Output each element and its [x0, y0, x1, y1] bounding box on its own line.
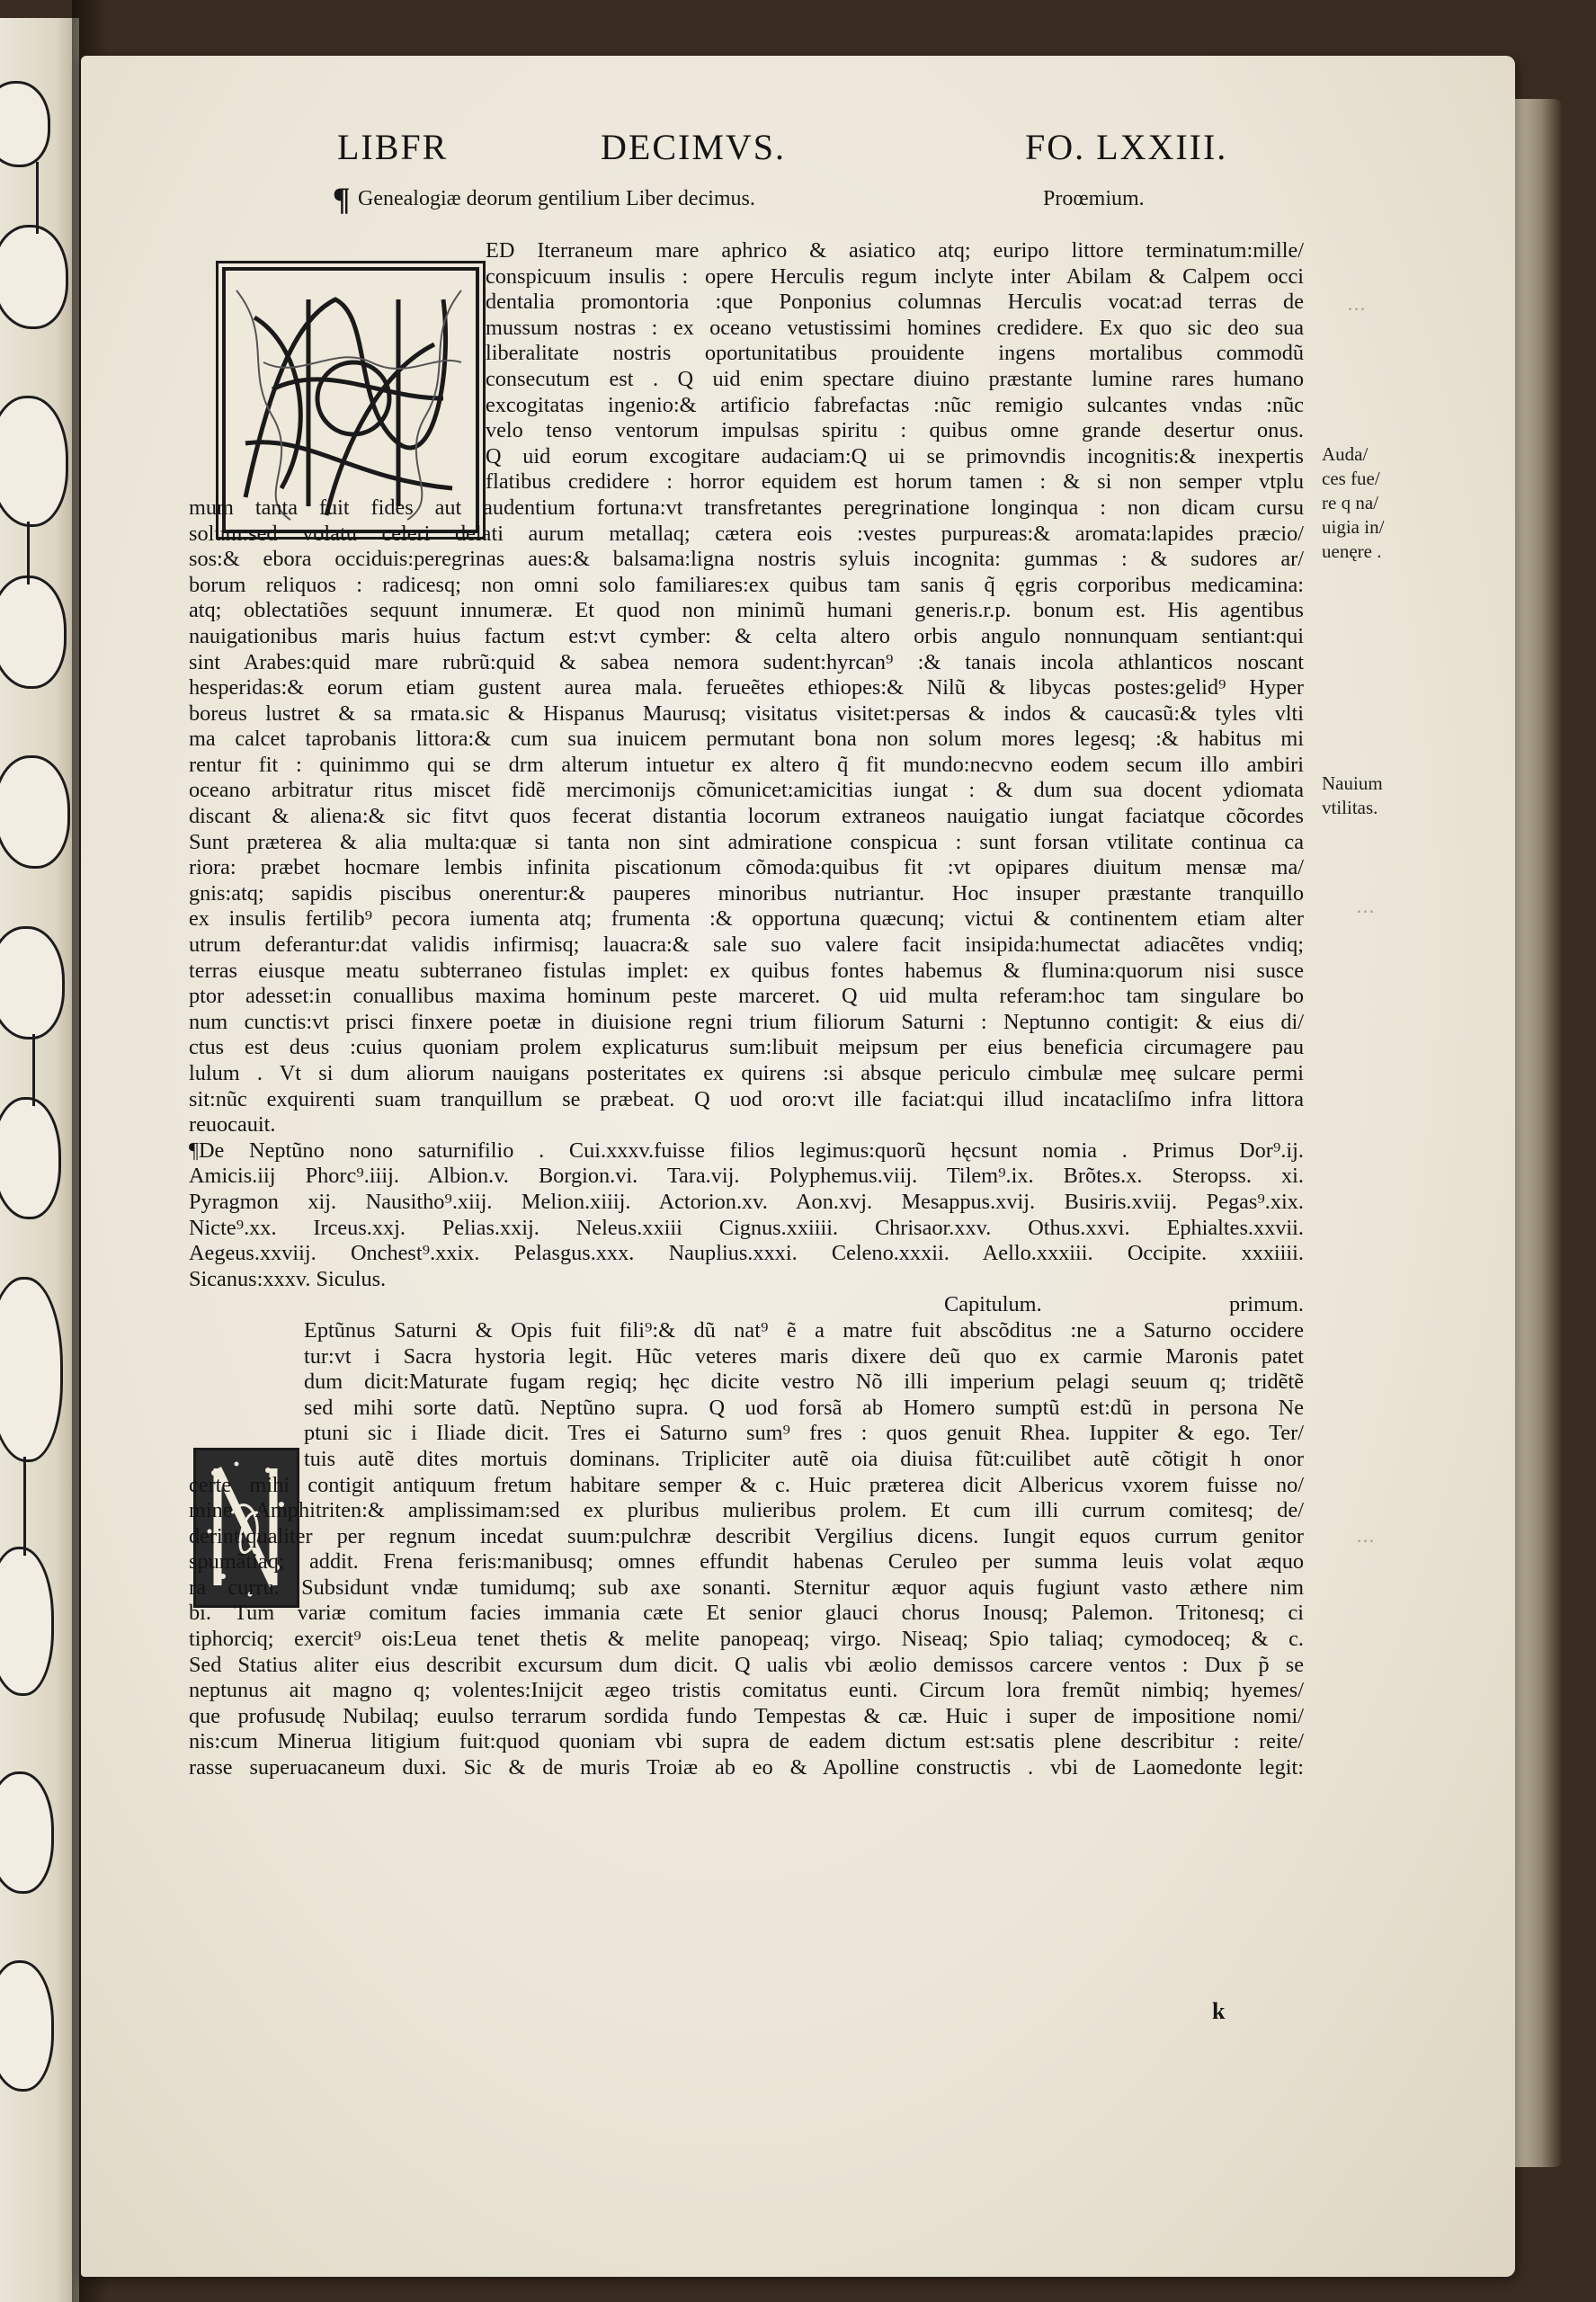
text-line: num cunctis:vt prisci finxere poetæ in diuisione regni trium filiorum Saturni : Neptunno contigit: & eius di/: [189, 1009, 1304, 1034]
text-line: atq; oblectatiões sequunt innumeræ. Et quod non minimũ humani generis.r.p. bonum est. His agentibus: [189, 598, 1304, 623]
text-line: oceano arbitratur ritus miscet fidẽ mercimonijs cõmunicet:amicitias iungat : & dum sua docent ydiomata: [189, 778, 1304, 803]
text-line: ex insulis fertilib⁹ pecora iumenta atq; frumenta :& opportuna quæcunq; victui & continentem etiam alter: [189, 906, 1304, 932]
section-label: Proœmium.: [1043, 187, 1145, 210]
margin-note-line: uigia in/: [1322, 516, 1385, 538]
text-line: velo tenso ventorum impulsas spiritu : quibus omne grande desertur onus.: [486, 418, 1304, 443]
text-line: neptunus ait magno q; volentes:Inijcit ægeo tristis comitatus eunti. Circum lora fremũt nimbiq; hyemes/: [189, 1678, 1304, 1703]
text-line: borum reliquos : radicesq; non omni solo familiares:ex quibus tam sanis q̃ ęgris corporibus medicamina:: [189, 572, 1304, 597]
text-line: certe mihi contigit antiquum fretum habitare semper & c. Huic præterea dicit Albericus vxorem fuisse no/: [189, 1472, 1304, 1497]
margin-note-line: Auda/: [1322, 443, 1369, 465]
faint-bleedthrough-note: ⋯: [1347, 298, 1366, 319]
running-head: [0, 0, 1596, 217]
text-line: Eptũnus Saturni & Opis fuit fili⁹:& dũ nat⁹ ẽ a matre fuit abscõditus :ne a Saturno occidere: [304, 1317, 1304, 1343]
margin-note-line: Nauium: [1322, 772, 1383, 794]
margin-note-line: ces fue/: [1322, 468, 1380, 489]
diagram-connector: [27, 522, 30, 584]
text-line: dum dicit:Maturate fugam regiq; hęc dicite vestro Nõ illi imperium pelagi seuum q; tridẽtẽ: [304, 1370, 1304, 1395]
text-line: mine Amphitriten:& amplissimam:sed ex pluribus mulieribus prolem. Et cum illi currum comitesq; de/: [189, 1498, 1304, 1523]
text-line: reuocauit.: [189, 1112, 276, 1138]
text-line: ¶De Neptũno nono saturnifilio . Cui.xxxv.fuisse filios legimus:quorũ hęcsunt nomia . Primus Dor⁹.ij.: [189, 1138, 1304, 1163]
text-line: bi. Tum variæ comitum facies immania cæte Et senior glauci chorus Inousq; Palemon. Tritonesq; ci: [189, 1601, 1304, 1626]
left-facing-page-edge: [0, 18, 79, 2302]
body-text: [189, 238, 1304, 1781]
chapter-summary: [189, 1138, 1304, 1293]
text-line: que profusudę Nubilaq; euulso terrarum sordida fundo Tempestas & cæ. Huic i super de impositione nomi/: [189, 1703, 1304, 1728]
diagram-node: [0, 576, 67, 689]
text-line: Sicanus:xxxv. Siculus.: [189, 1266, 387, 1291]
text-line: mum tanta fuit fides aut audentium fortuna:vt transfretantes peregrinatione longinqua : non dicam cursu: [189, 495, 1304, 520]
running-head-left: LIBFR: [337, 127, 449, 167]
text-line: riora: præbet hocmare lembis infinita piscationum cõmoda:quibus fit :vt opipares diuitum mensæ ma/: [189, 855, 1304, 880]
diagram-node: [0, 1097, 61, 1219]
text-line: rentur fit : quinimmo qui se drm alterum intuetur ex altero q̃ fit mundo:necvno eodem secum illo ambiri: [189, 752, 1304, 777]
margin-note-line: re q na/: [1322, 492, 1378, 513]
text-line: spumãtiaq; addit. Frena feris:manibusq; omnes effundit habenas Ceruleo per summa leuis volat æquo: [189, 1549, 1304, 1575]
text-line: lulum . Vt si dum aliorum nauigans posteritates ex quirens :si absque periculo cimbulæ meę sulcare permi: [189, 1061, 1304, 1085]
text-line: flatibus credidere : horror equidem est horum tamen : & si non semper vtplu: [486, 469, 1304, 495]
text-line: sos:& ebora occiduis:peregrinas aues:& balsama:ligna nostris syluis incognita: gummas : & sudores ar/: [189, 547, 1304, 572]
text-line: boreus lustret & sa rmata.sic & Hispanus Maurusq; visitatus visitet:persas & indos & caucasũ:& tyles vlti: [189, 700, 1304, 726]
diagram-node: [0, 1277, 63, 1462]
chapter-label-line: [944, 1292, 1304, 1318]
text-line: discant & aliena:& sic fitvt quos fecerat distantia locorum extraneos nauigatio iungat faciatque cõcordes: [189, 804, 1304, 829]
text-line: ptuni sic i Iliade dicit. Tres ei Saturno sum⁹ fres : quos genuit Rhea. Iuppiter & ego. Ter/: [304, 1421, 1304, 1446]
text-line: nis:cum Minerua litigium fuit:quod quoniam vbi supra de eadem dictum est:satis plene describitur : reite/: [189, 1729, 1304, 1754]
text-line: ra curru. Subsidunt vndæ tumidumq; sub axe sonanti. Sternitur æquor aquis fugiunt vasto æthere nim: [189, 1575, 1304, 1600]
margin-note-line: uenęre .: [1322, 540, 1382, 562]
diagram-node: [0, 755, 70, 869]
text-line: ptor adesset:in conuallibus maxima hominum peste marceret. Q uid multa referam:hoc tam singulare bo: [189, 984, 1304, 1009]
diagram-node: [0, 225, 68, 329]
faint-bleedthrough-note: ⋯: [1356, 1530, 1375, 1551]
diagram-connector: [32, 1034, 35, 1106]
text-line: nauigationibus maris huius factum est:vt cymber: & celta altero orbis angulo nonnunquam sentiant:qui: [189, 623, 1304, 648]
text-line: hesperidas:& eorum etiam gustent aurea mala. ferueẽtes ethiopes:& Nilũ & libycas postes:gelid⁹ Hyper: [189, 675, 1304, 700]
text-line: Aegeus.xxviij. Onchest⁹.xxix. Pelasgus.xxx. Nauplius.xxxi. Celeno.xxxii. Aello.xxxiii. Occipite. xxxiiii.: [189, 1241, 1304, 1266]
text-line: mussum nostras : ex oceano vetustissimi homines credidere. Ex quo sic deo sua: [486, 315, 1304, 340]
text-line: sint Arabes:quid mare rubrũ:quid & sabea nemora sudent:hyrcan⁹ :& tanais incola athlanticos noscant: [189, 649, 1304, 674]
folio-number: FO. LXXIII.: [1025, 127, 1228, 167]
text-line: sed mihi sorte datũ. Neptũno supra. Q uod forsã ab Homero sumptũ est:dũ in persona Ne: [304, 1395, 1304, 1420]
text-line: Nicte⁹.xx. Irceus.xxj. Pelias.xxij. Neleus.xxiii Cignus.xxiiii. Chrisaor.xxv. Othus.xxvi. Ephialtes.xxvii.: [189, 1215, 1304, 1240]
diagram-node: [0, 926, 65, 1039]
page-stack-edge: [1509, 99, 1563, 2167]
text-line: Amicis.iij Phorc⁹.iiij. Albion.v. Borgion.vi. Tara.vij. Polyphemus.viij. Tilem⁹.ix. Brõtes.x. Steropss. xi.: [189, 1164, 1304, 1189]
text-line: dentalia promontoria :que Ponponius columnas Herculis vocat:ad terras de: [486, 290, 1304, 315]
chapter-label: Capitulum.: [944, 1292, 1042, 1317]
text-line: derint:qualiter per regnum incedat suum:pulchræ describit Vergilius dicens. Iungit equos currum genitor: [189, 1523, 1304, 1548]
text-line: consecutum est . Q uid enim spectare diuino præstante lumine rares humano: [486, 366, 1304, 391]
diagram-connector: [23, 1457, 26, 1556]
text-line: Pyragmon xij. Nausitho⁹.xiij. Melion.xiiij. Actorion.xv. Aon.xvj. Mesappus.xvij. Busiris.xviij. Pegas⁹.xix.: [189, 1189, 1304, 1214]
text-line: Q uid eorum excogitare audaciam:Q ui se primovndis incognitis:& inexpertis: [486, 443, 1304, 468]
pilcrow-mark: ¶: [333, 181, 351, 217]
margin-note-nauium: [1322, 772, 1383, 820]
text-line: conspicuum insulis : opere Herculis regum inclyte inter Abilam & Calpem occi: [486, 263, 1304, 289]
margin-note-audacia: [1322, 442, 1384, 564]
faint-bleedthrough-note: ⋯: [1356, 900, 1375, 922]
running-head-center: DECIMVS.: [601, 127, 787, 167]
text-line: excogitatas ingenio:& artificio fabrefactas :nũc remigio sulcantes vndas :nũc: [486, 392, 1304, 417]
chapter-number: primum.: [1228, 1292, 1304, 1317]
text-line: ctus est deus :cuius quoniam prolem explicaturus sum:libuit meipsum per eius beneficia circumagere pau: [189, 1035, 1304, 1060]
text-line: gnis:atq; sapidis piscibus onerentur:& pauperes minoribus nutriantur. Hoc insuper præstante tranquillo: [189, 880, 1304, 906]
diagram-node: [0, 1547, 54, 1696]
text-line: rasse superuacaneum duxi. Sic & de muris Troiæ ab eo & Apolline constructis . vbi de Laomedonte legit:: [189, 1755, 1304, 1780]
text-line: utrum deferantur:dat validis infirmisq; lauacra:& sale suo valere facit insipida:humectat adiacẽtes vndiq;: [189, 932, 1304, 958]
signature-mark: k: [1212, 1998, 1226, 2024]
text-line: ED Iterraneum mare aphrico & asiatico atq; euripo littore terminatum:mille/: [486, 238, 1304, 263]
proemium-paragraph: [189, 238, 1304, 1138]
text-line: tuis autẽ dites mortuis dominans. Tripliciter autẽ oia diuisa fũt:cuilibet autẽ cõtigit h onor: [304, 1446, 1304, 1471]
chapter-paragraph: [189, 1318, 1304, 1781]
text-line: solum:sed volatu celeri delati aurum metallaq; cætera eois :vestes purpureas:& aromata:lapides præcio/: [189, 521, 1304, 546]
text-line: Sunt præterea & alia multa:quæ si tanta non sint admiratione conspicua : sunt forsan vtilitate continua ca: [189, 829, 1304, 854]
margin-note-line: vtilitas.: [1322, 797, 1378, 818]
text-line: Sed Statius aliter eius describit excursum dum dicit. Q ualis vbi æolio demissos carcere ventos : Dux p̃ se: [189, 1652, 1304, 1677]
diagram-node: [0, 396, 68, 527]
text-line: tiphorciq; exercit⁹ ois:Leua tenet thetis & melite panopeaq; virgo. Niseaq; Spio taliaq; cymodoceq; & c.: [189, 1627, 1304, 1652]
book-title: Genealogiæ deorum gentilium Liber decimus.: [358, 187, 755, 210]
text-line: sit:nũc exquirenti suam tranquillum se præbeat. Q uod oro:vt ille faciat:qui illud incatacliſmo infra littora: [189, 1086, 1304, 1111]
text-line: tur:vt i Sacra hystoria legit. Hũc veteres maris dixere deũ quo ex carmie Maronis patet: [304, 1343, 1304, 1369]
text-line: ma calcet taprobanis littora:& cum sua inuicem permutant bona non solum mores legesq; :& habitus mi: [189, 727, 1304, 752]
text-line: liberalitate nostris oportunitatibus prouidente ingens mortalibus commodũ: [486, 341, 1304, 366]
diagram-node: [0, 1960, 54, 2092]
diagram-node: [0, 1771, 54, 1894]
text-line: terras eiusque meatu subterraneo fistulas implet: ex quibus fontes habemus & flumina:quorum nisi susce: [189, 958, 1304, 983]
